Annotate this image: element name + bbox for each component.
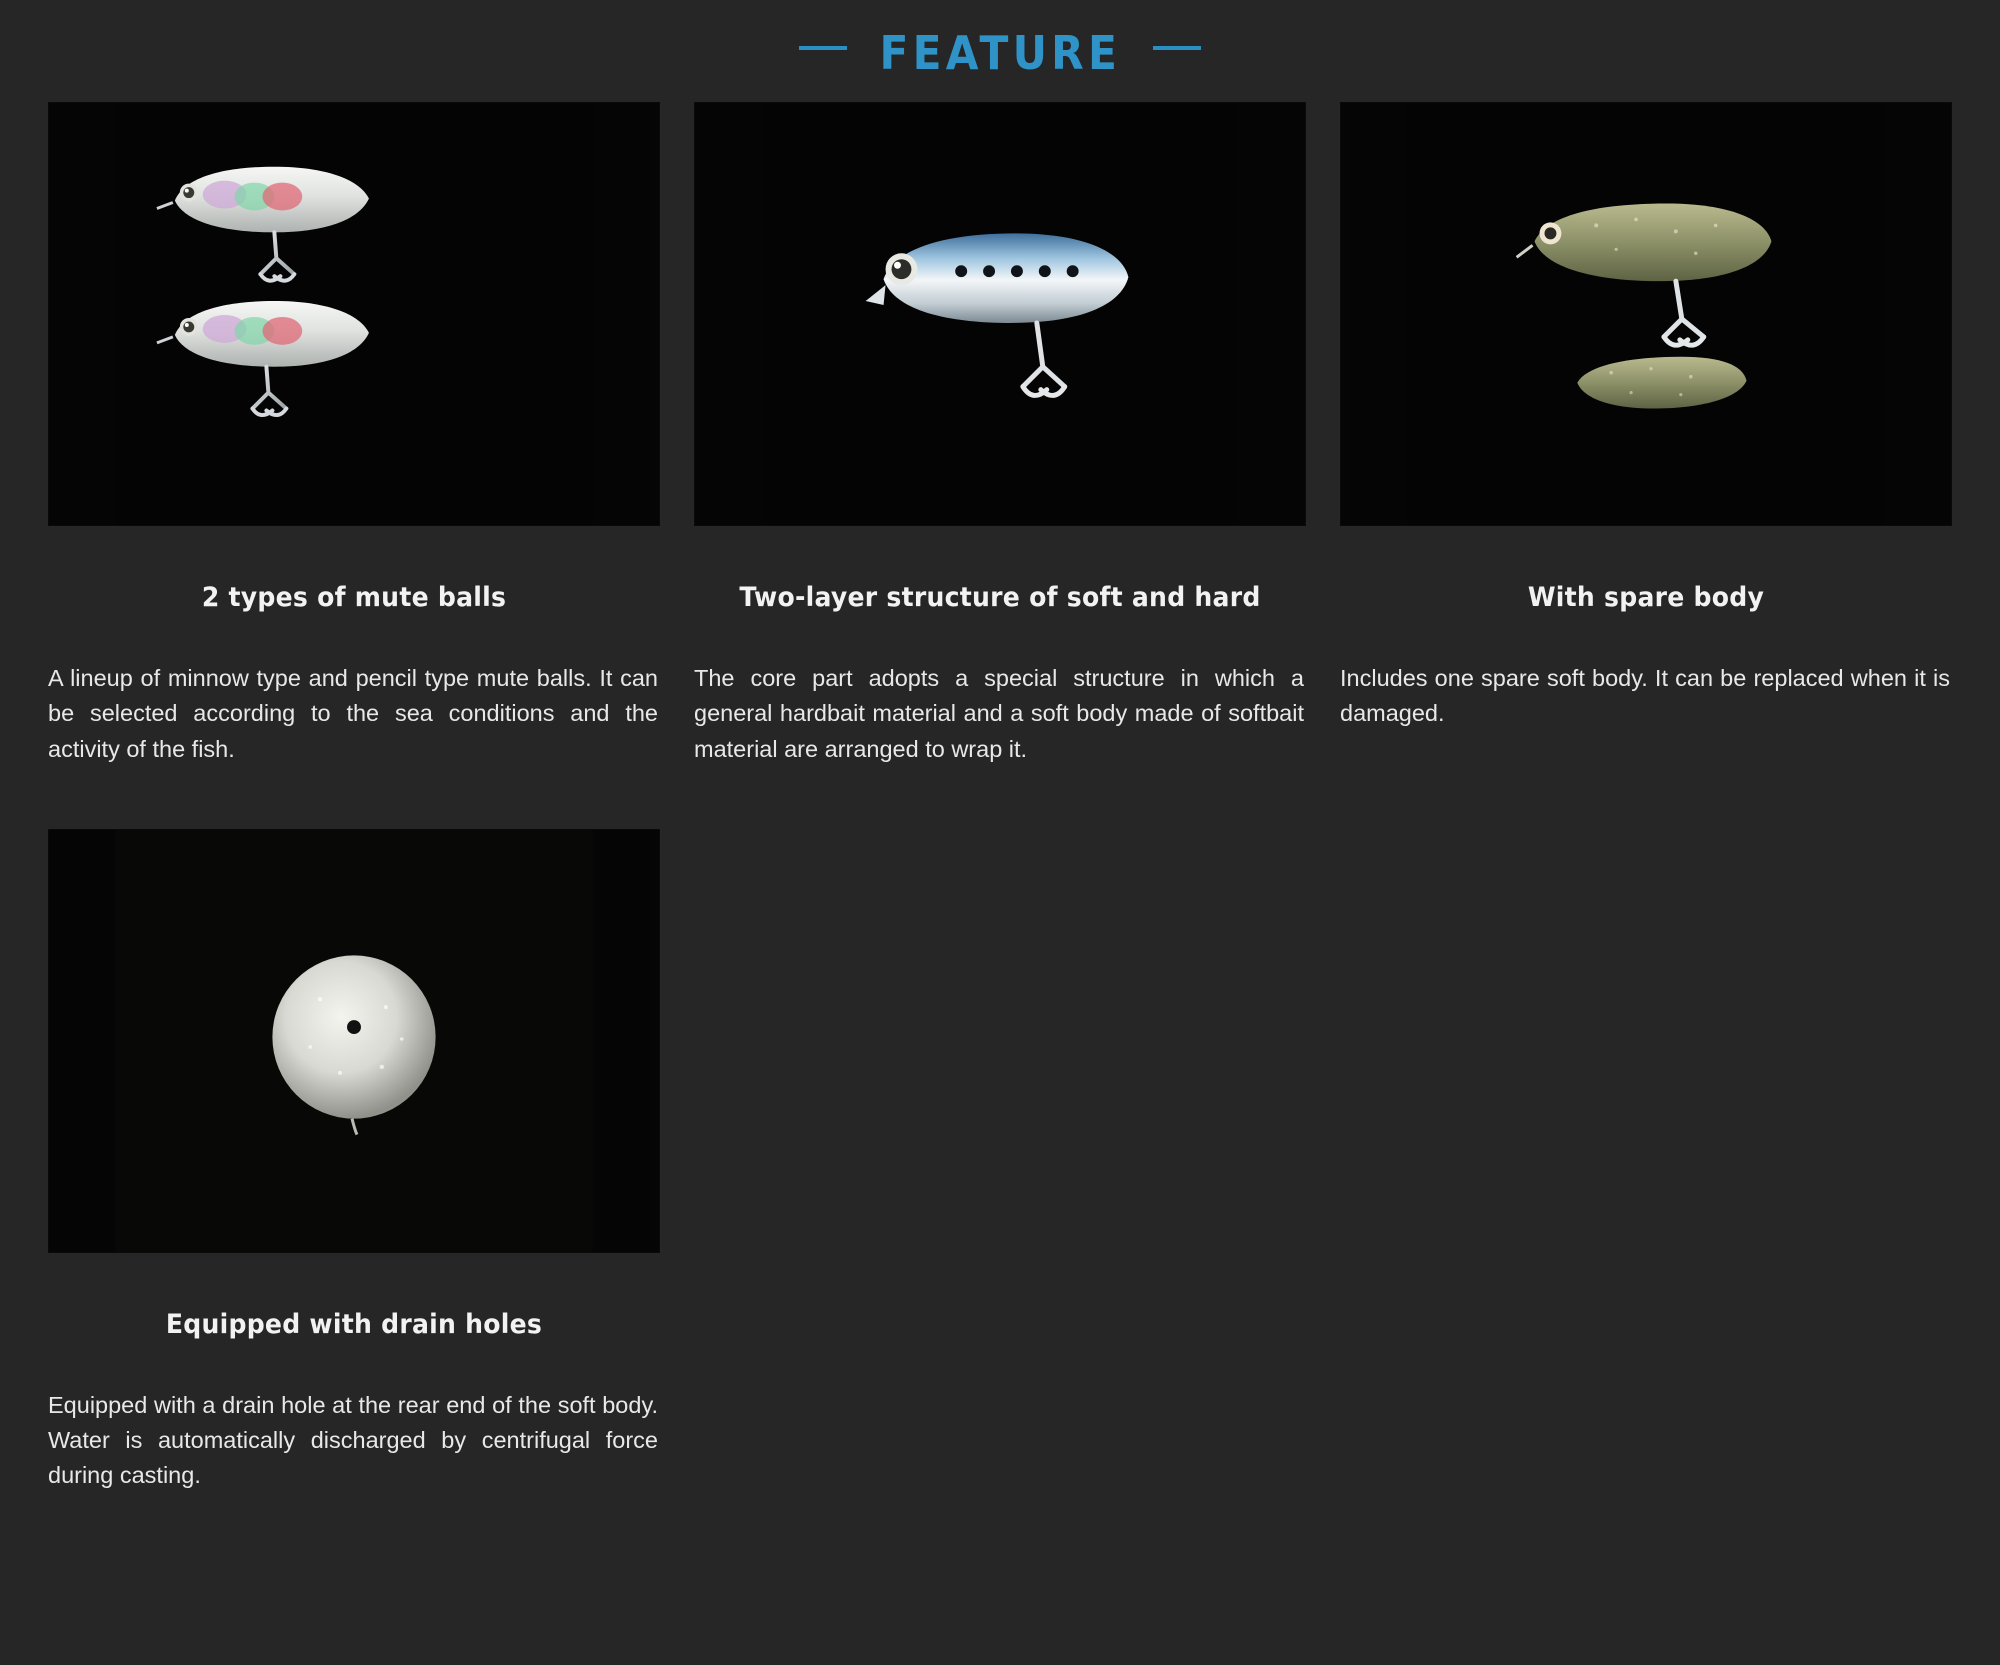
feature-card-body: A lineup of minnow type and pencil type mute balls. It can be selected according to the sea conditions and the activity of the fish.: [48, 665, 658, 762]
feature-card-title: Two-layer structure of soft and hard: [739, 582, 1261, 613]
feature-card-title: Equipped with drain holes: [165, 1308, 543, 1340]
feature-grid: [20, 102, 1980, 1494]
two-layer-structure-lure-photo: [694, 102, 1306, 526]
two-mute-ball-lures-photo: [48, 102, 660, 526]
feature-card: [694, 102, 1306, 767]
page-title: [0, 0, 2000, 102]
feature-card: [48, 102, 660, 767]
feature-card-title: With spare body: [1527, 582, 1765, 613]
feature-card: [48, 829, 660, 1494]
page-title-text: FEATURE: [879, 26, 1121, 80]
title-dash-left: [799, 46, 847, 50]
spare-body-lure-photo: [1340, 102, 1952, 526]
feature-card-body: The core part adopts a special structure in which a general hardbait material and a soft body made of softbait material are arranged to wrap it.: [694, 665, 1304, 762]
feature-card-body: Equipped with a drain hole at the rear end of the soft body. Water is automatically discharged by centrifugal force during casting.: [48, 1391, 658, 1489]
title-dash-right: [1153, 46, 1201, 50]
feature-card-body: Includes one spare soft body. It can be replaced when it is damaged.: [1340, 665, 1950, 727]
feature-card: [1340, 102, 1952, 767]
drain-hole-photo: [48, 829, 660, 1253]
feature-card-title: 2 types of mute balls: [201, 582, 507, 613]
